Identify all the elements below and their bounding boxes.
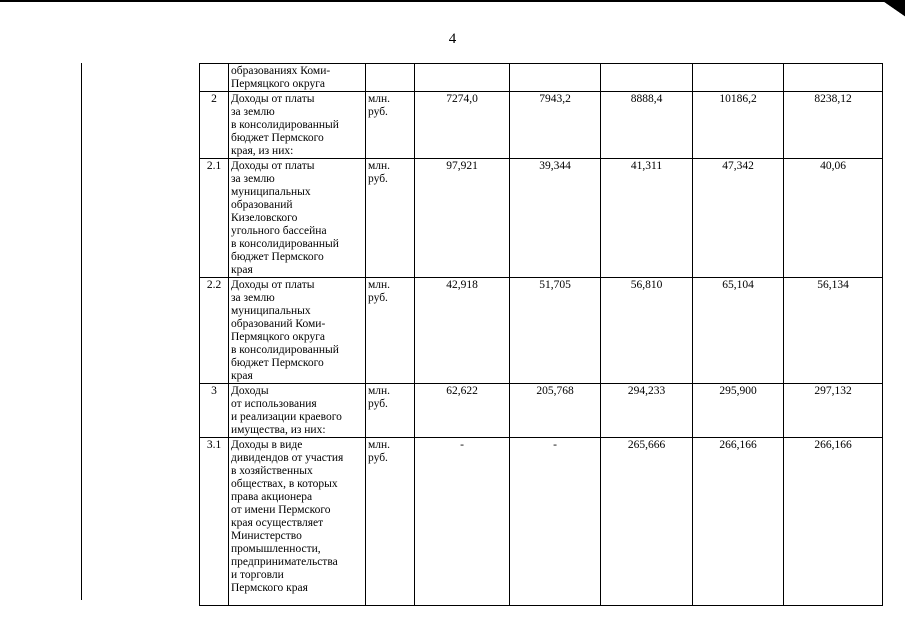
row-number: 3 bbox=[200, 384, 229, 438]
value-cell: 297,132 bbox=[784, 384, 883, 438]
table-row bbox=[200, 278, 883, 384]
value-cell: 51,705 bbox=[510, 278, 601, 384]
value-cell: 7274,0 bbox=[415, 92, 510, 159]
value-cell bbox=[784, 64, 883, 92]
value-cell bbox=[415, 64, 510, 92]
indicator-name: Доходы от использования и реализации краевого имущества, из них: bbox=[229, 384, 366, 438]
page-number: 4 bbox=[448, 31, 457, 47]
value-cell: 42,918 bbox=[415, 278, 510, 384]
indicator-name: Доходы от платы за землю муниципальных образований Коми- Пермяцкого округа в консолидированный бюджет Пермского края bbox=[229, 278, 366, 384]
value-cell: 41,311 bbox=[601, 159, 693, 278]
value-cell: 10186,2 bbox=[693, 92, 784, 159]
value-cell bbox=[693, 64, 784, 92]
value-cell: - bbox=[415, 438, 510, 606]
value-cell: 266,166 bbox=[784, 438, 883, 606]
value-cell: 97,921 bbox=[415, 159, 510, 278]
value-cell bbox=[601, 64, 693, 92]
row-number: 2.1 bbox=[200, 159, 229, 278]
table-row bbox=[200, 438, 883, 606]
table-row bbox=[200, 64, 883, 92]
indicator-name: Доходы от платы за землю муниципальных образований Кизеловского угольного бассейна в консолидированный бюджет Пермского края bbox=[229, 159, 366, 278]
table-body bbox=[200, 64, 883, 606]
value-cell: 7943,2 bbox=[510, 92, 601, 159]
row-number: 2 bbox=[200, 92, 229, 159]
table-row bbox=[200, 92, 883, 159]
value-cell: 47,342 bbox=[693, 159, 784, 278]
value-cell bbox=[510, 64, 601, 92]
value-cell: 265,666 bbox=[601, 438, 693, 606]
row-number: 2.2 bbox=[200, 278, 229, 384]
indicator-name: Доходы в виде дивидендов от участия в хозяйственных обществах, в которых права акционера от имени Пермского края осуществляет Министерство промышленности, предпринимательства и торговли Пермского края bbox=[229, 438, 366, 606]
left-margin-line bbox=[81, 63, 82, 600]
scan-top-edge bbox=[0, 0, 905, 2]
row-number bbox=[200, 64, 229, 92]
unit: млн. руб. bbox=[366, 384, 415, 438]
table-row bbox=[200, 159, 883, 278]
value-cell: 294,233 bbox=[601, 384, 693, 438]
value-cell: 266,166 bbox=[693, 438, 784, 606]
scan-corner-artifact bbox=[879, 0, 905, 18]
unit: млн. руб. bbox=[366, 159, 415, 278]
value-cell: 56,134 bbox=[784, 278, 883, 384]
value-cell: 8238,12 bbox=[784, 92, 883, 159]
value-cell: 40,06 bbox=[784, 159, 883, 278]
unit: млн. руб. bbox=[366, 278, 415, 384]
value-cell: 62,622 bbox=[415, 384, 510, 438]
budget-table bbox=[199, 63, 883, 606]
value-cell: 205,768 bbox=[510, 384, 601, 438]
unit: млн. руб. bbox=[366, 438, 415, 606]
indicator-name: образованиях Коми- Пермяцкого округа bbox=[229, 64, 366, 92]
row-number: 3.1 bbox=[200, 438, 229, 606]
value-cell: 295,900 bbox=[693, 384, 784, 438]
value-cell: - bbox=[510, 438, 601, 606]
indicator-name: Доходы от платы за землю в консолидированный бюджет Пермского края, из них: bbox=[229, 92, 366, 159]
unit: млн. руб. bbox=[366, 92, 415, 159]
value-cell: 56,810 bbox=[601, 278, 693, 384]
value-cell: 39,344 bbox=[510, 159, 601, 278]
unit bbox=[366, 64, 415, 92]
table-row bbox=[200, 384, 883, 438]
value-cell: 8888,4 bbox=[601, 92, 693, 159]
value-cell: 65,104 bbox=[693, 278, 784, 384]
